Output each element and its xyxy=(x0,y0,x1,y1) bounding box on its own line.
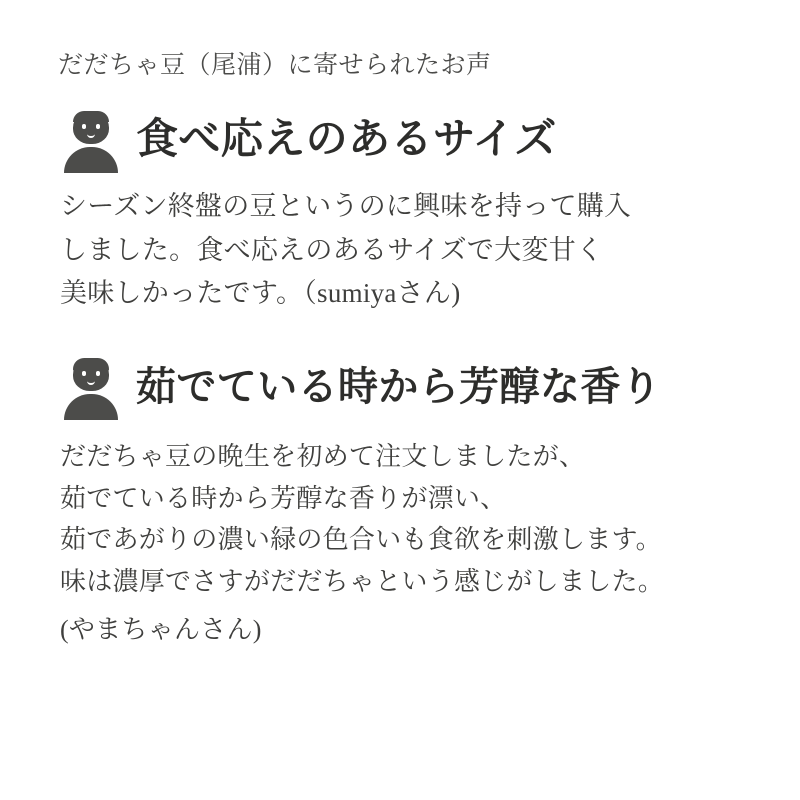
review-item xyxy=(56,109,748,316)
review-signature: (やまちゃんさん) xyxy=(60,614,262,644)
review-item xyxy=(56,356,748,650)
review-title: 茹でている時から芳醇な香り xyxy=(136,364,662,410)
review-header xyxy=(60,109,748,171)
review-line: 美味しかったです。（sumiyaさん) xyxy=(60,278,461,309)
review-header xyxy=(60,356,748,418)
review-line: しました。食べ応えのあるサイズで大変甘く xyxy=(60,234,604,265)
review-line: シーズン終盤の豆というのに興味を持って購入 xyxy=(60,191,632,221)
review-body xyxy=(60,436,748,650)
review-title: 食べ応えのあるサイズ xyxy=(136,116,557,163)
page-intro-text: だだちゃ豆（尾浦）に寄せられたお声 xyxy=(58,52,492,79)
person-avatar-icon xyxy=(60,356,122,418)
person-avatar-icon xyxy=(60,109,122,171)
review-line: 茹であがりの濃い緑の色合いも食欲を刺激します。 xyxy=(60,525,662,555)
review-line: だだちゃ豆の晩生を初めて注文しましたが、 xyxy=(60,442,586,472)
review-line: 茹でている時から芳醇な香りが漂い、 xyxy=(60,483,507,513)
review-body xyxy=(60,185,748,316)
review-line: 味は濃厚でさすがだだちゃという感じがしました。 xyxy=(60,566,664,596)
